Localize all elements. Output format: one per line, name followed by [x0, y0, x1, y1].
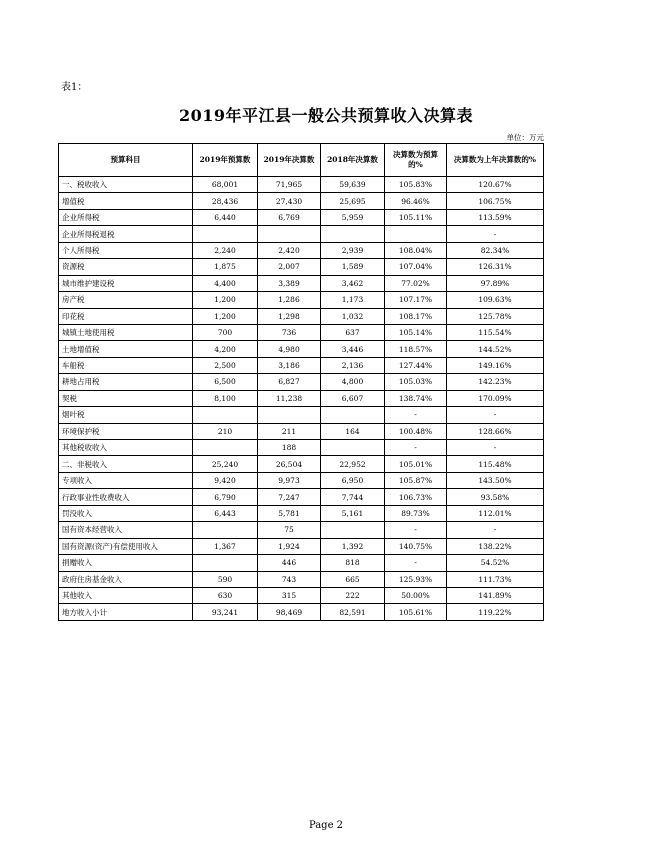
cell-budget-2019: 590: [193, 571, 258, 587]
cell-final-2018: 2,939: [321, 242, 385, 258]
table-row: [59, 275, 544, 291]
row-subject: 国有资本经营收入: [59, 522, 193, 538]
cell-pct-of-last-year: 144.52%: [447, 341, 544, 357]
cell-final-2019: 1,286: [258, 292, 321, 308]
row-subject: 行政事业性收费收入: [59, 489, 193, 505]
cell-final-2019: 75: [258, 522, 321, 538]
cell-final-2018: 665: [321, 571, 385, 587]
row-subject: 烟叶税: [59, 407, 193, 423]
cell-budget-2019: 25,240: [193, 456, 258, 472]
table-row: [59, 407, 544, 423]
cell-pct-of-last-year: -: [447, 407, 544, 423]
table-row: [59, 259, 544, 275]
cell-final-2019: 736: [258, 324, 321, 340]
row-subject: 土地增值税: [59, 341, 193, 357]
cell-pct-of-budget: 96.46%: [385, 193, 447, 209]
table-row: [59, 226, 544, 242]
cell-final-2019: 446: [258, 555, 321, 571]
header-budget-2019: 2019年预算数: [193, 144, 258, 177]
row-subject: 专项收入: [59, 472, 193, 488]
row-subject: 增值税: [59, 193, 193, 209]
table-label: 表1：: [61, 82, 88, 93]
cell-pct-of-budget: 108.04%: [385, 242, 447, 258]
table-row: [59, 440, 544, 456]
table-row: [59, 193, 544, 209]
page-number: Page 2: [308, 820, 344, 831]
table-header-row: [59, 144, 544, 177]
cell-final-2019: 11,238: [258, 390, 321, 406]
cell-final-2018: [321, 226, 385, 242]
cell-pct-of-last-year: 138.22%: [447, 538, 544, 554]
row-subject: 印花税: [59, 308, 193, 324]
cell-budget-2019: 1,200: [193, 308, 258, 324]
table-row: [59, 472, 544, 488]
table-row: [59, 209, 544, 225]
row-subject: 环境保护税: [59, 423, 193, 439]
cell-pct-of-budget: 100.48%: [385, 423, 447, 439]
cell-budget-2019: 2,240: [193, 242, 258, 258]
cell-pct-of-last-year: 143.50%: [447, 472, 544, 488]
header-final-2018: 2018年决算数: [321, 144, 385, 177]
table-row: [59, 374, 544, 390]
table-row: [59, 341, 544, 357]
row-subject: 二、非税收入: [59, 456, 193, 472]
cell-pct-of-budget: 89.73%: [385, 505, 447, 521]
cell-final-2019: 9,973: [258, 472, 321, 488]
cell-final-2018: 59,639: [321, 177, 385, 193]
row-subject: 资源税: [59, 259, 193, 275]
cell-pct-of-last-year: 115.48%: [447, 456, 544, 472]
cell-pct-of-last-year: 54.52%: [447, 555, 544, 571]
table-row: [59, 324, 544, 340]
cell-pct-of-budget: -: [385, 522, 447, 538]
cell-final-2019: 211: [258, 423, 321, 439]
row-subject: 国有资源(资产)有偿使用收入: [59, 538, 193, 554]
cell-pct-of-budget: 118.57%: [385, 341, 447, 357]
cell-budget-2019: 6,790: [193, 489, 258, 505]
cell-final-2019: 743: [258, 571, 321, 587]
header-subject: 预算科目: [59, 144, 193, 177]
cell-pct-of-last-year: 113.59%: [447, 209, 544, 225]
cell-pct-of-last-year: 119.22%: [447, 604, 544, 620]
cell-final-2018: 1,173: [321, 292, 385, 308]
cell-budget-2019: 210: [193, 423, 258, 439]
table-row: [59, 423, 544, 439]
cell-budget-2019: [193, 226, 258, 242]
cell-pct-of-last-year: 115.54%: [447, 324, 544, 340]
cell-pct-of-budget: 138.74%: [385, 390, 447, 406]
cell-pct-of-budget: -: [385, 555, 447, 571]
table-row: [59, 555, 544, 571]
cell-budget-2019: 6,500: [193, 374, 258, 390]
cell-pct-of-budget: 105.87%: [385, 472, 447, 488]
cell-pct-of-last-year: 149.16%: [447, 357, 544, 373]
table-row: [59, 292, 544, 308]
cell-budget-2019: 4,400: [193, 275, 258, 291]
row-subject: 地方收入小计: [59, 604, 193, 620]
cell-final-2018: 818: [321, 555, 385, 571]
cell-budget-2019: 630: [193, 587, 258, 603]
cell-final-2018: 4,800: [321, 374, 385, 390]
cell-pct-of-budget: 50.00%: [385, 587, 447, 603]
cell-budget-2019: 1,367: [193, 538, 258, 554]
table-row: [59, 308, 544, 324]
budget-table: [58, 143, 544, 621]
cell-final-2019: 315: [258, 587, 321, 603]
cell-budget-2019: 4,200: [193, 341, 258, 357]
table-row: [59, 505, 544, 521]
cell-final-2019: [258, 226, 321, 242]
cell-budget-2019: 68,001: [193, 177, 258, 193]
cell-final-2018: 5,161: [321, 505, 385, 521]
cell-pct-of-last-year: 93.58%: [447, 489, 544, 505]
cell-pct-of-budget: 140.75%: [385, 538, 447, 554]
cell-pct-of-budget: 107.17%: [385, 292, 447, 308]
cell-pct-of-last-year: 97.89%: [447, 275, 544, 291]
cell-budget-2019: 9,420: [193, 472, 258, 488]
cell-pct-of-budget: 105.14%: [385, 324, 447, 340]
cell-pct-of-last-year: 120.67%: [447, 177, 544, 193]
page-title: 2019年平江县一般公共预算收入决算表: [178, 106, 474, 125]
cell-final-2018: [321, 407, 385, 423]
row-subject: 一、税收收入: [59, 177, 193, 193]
cell-final-2019: 4,980: [258, 341, 321, 357]
cell-final-2018: 3,446: [321, 341, 385, 357]
row-subject: 城镇土地使用税: [59, 324, 193, 340]
cell-final-2019: 71,965: [258, 177, 321, 193]
cell-final-2019: 27,430: [258, 193, 321, 209]
cell-pct-of-last-year: 141.89%: [447, 587, 544, 603]
cell-final-2019: 5,781: [258, 505, 321, 521]
cell-budget-2019: 6,443: [193, 505, 258, 521]
row-subject: 城市维护建设税: [59, 275, 193, 291]
row-subject: 个人所得税: [59, 242, 193, 258]
cell-pct-of-budget: -: [385, 440, 447, 456]
cell-budget-2019: 700: [193, 324, 258, 340]
row-subject: 罚没收入: [59, 505, 193, 521]
cell-budget-2019: 1,875: [193, 259, 258, 275]
cell-pct-of-budget: -: [385, 407, 447, 423]
row-subject: 政府住房基金收入: [59, 571, 193, 587]
cell-pct-of-last-year: -: [447, 440, 544, 456]
cell-budget-2019: [193, 522, 258, 538]
cell-budget-2019: [193, 555, 258, 571]
row-subject: 企业所得税退税: [59, 226, 193, 242]
cell-final-2018: [321, 522, 385, 538]
cell-budget-2019: 28,436: [193, 193, 258, 209]
cell-final-2019: 1,298: [258, 308, 321, 324]
cell-final-2018: [321, 440, 385, 456]
cell-pct-of-budget: 105.61%: [385, 604, 447, 620]
header-pct-of-last-year: 决算数为上年决算数的%: [447, 144, 544, 177]
cell-final-2018: 25,695: [321, 193, 385, 209]
cell-pct-of-last-year: -: [447, 522, 544, 538]
cell-budget-2019: 8,100: [193, 390, 258, 406]
cell-budget-2019: [193, 440, 258, 456]
cell-pct-of-last-year: 111.73%: [447, 571, 544, 587]
cell-final-2019: 26,504: [258, 456, 321, 472]
cell-budget-2019: [193, 407, 258, 423]
row-subject: 捐赠收入: [59, 555, 193, 571]
cell-final-2019: 7,247: [258, 489, 321, 505]
cell-pct-of-budget: 125.93%: [385, 571, 447, 587]
cell-final-2018: 22,952: [321, 456, 385, 472]
table-row: [59, 489, 544, 505]
cell-pct-of-budget: 106.73%: [385, 489, 447, 505]
header-final-2019: 2019年决算数: [258, 144, 321, 177]
cell-final-2018: 1,392: [321, 538, 385, 554]
cell-pct-of-budget: 105.11%: [385, 209, 447, 225]
cell-final-2018: 6,950: [321, 472, 385, 488]
cell-pct-of-last-year: 128.66%: [447, 423, 544, 439]
cell-pct-of-last-year: 109.63%: [447, 292, 544, 308]
cell-pct-of-budget: 105.01%: [385, 456, 447, 472]
table-row: [59, 357, 544, 373]
cell-final-2018: 1,032: [321, 308, 385, 324]
table-row: [59, 571, 544, 587]
cell-final-2018: 7,744: [321, 489, 385, 505]
cell-final-2019: 6,827: [258, 374, 321, 390]
cell-pct-of-budget: 127.44%: [385, 357, 447, 373]
cell-pct-of-budget: 105.83%: [385, 177, 447, 193]
cell-pct-of-budget: [385, 226, 447, 242]
cell-pct-of-last-year: 142.23%: [447, 374, 544, 390]
cell-final-2019: 2,007: [258, 259, 321, 275]
row-subject: 其他收入: [59, 587, 193, 603]
cell-final-2019: 6,769: [258, 209, 321, 225]
cell-pct-of-budget: 108.17%: [385, 308, 447, 324]
cell-final-2018: 3,462: [321, 275, 385, 291]
cell-final-2018: 5,959: [321, 209, 385, 225]
cell-final-2018: 637: [321, 324, 385, 340]
cell-pct-of-last-year: 126.31%: [447, 259, 544, 275]
cell-final-2019: 98,469: [258, 604, 321, 620]
cell-pct-of-last-year: 82.34%: [447, 242, 544, 258]
cell-pct-of-budget: 77.02%: [385, 275, 447, 291]
row-subject: 耕地占用税: [59, 374, 193, 390]
cell-final-2019: 3,389: [258, 275, 321, 291]
row-subject: 其他税收收入: [59, 440, 193, 456]
table-row: [59, 242, 544, 258]
cell-final-2018: 1,589: [321, 259, 385, 275]
table-row: [59, 390, 544, 406]
cell-pct-of-last-year: -: [447, 226, 544, 242]
table-row: [59, 522, 544, 538]
cell-pct-of-budget: 105.03%: [385, 374, 447, 390]
table-row: [59, 456, 544, 472]
row-subject: 企业所得税: [59, 209, 193, 225]
cell-final-2019: 3,186: [258, 357, 321, 373]
cell-budget-2019: 1,200: [193, 292, 258, 308]
cell-final-2019: 1,924: [258, 538, 321, 554]
cell-final-2019: [258, 407, 321, 423]
cell-final-2018: 164: [321, 423, 385, 439]
cell-budget-2019: 6,440: [193, 209, 258, 225]
row-subject: 房产税: [59, 292, 193, 308]
row-subject: 车船税: [59, 357, 193, 373]
cell-budget-2019: 2,500: [193, 357, 258, 373]
cell-final-2018: 222: [321, 587, 385, 603]
cell-final-2019: 188: [258, 440, 321, 456]
cell-pct-of-last-year: 170.09%: [447, 390, 544, 406]
cell-pct-of-last-year: 106.75%: [447, 193, 544, 209]
unit-label: 单位：万元: [506, 133, 544, 142]
table-row: [59, 177, 544, 193]
table-row: [59, 587, 544, 603]
cell-final-2019: 2,420: [258, 242, 321, 258]
cell-final-2018: 82,591: [321, 604, 385, 620]
header-pct-of-budget: 决算数为预算的%: [385, 144, 447, 177]
row-subject: 契税: [59, 390, 193, 406]
cell-pct-of-budget: 107.04%: [385, 259, 447, 275]
table-row: [59, 604, 544, 620]
cell-final-2018: 2,136: [321, 357, 385, 373]
cell-final-2018: 6,607: [321, 390, 385, 406]
cell-pct-of-last-year: 125.78%: [447, 308, 544, 324]
cell-budget-2019: 93,241: [193, 604, 258, 620]
cell-pct-of-last-year: 112.01%: [447, 505, 544, 521]
table-row: [59, 538, 544, 554]
